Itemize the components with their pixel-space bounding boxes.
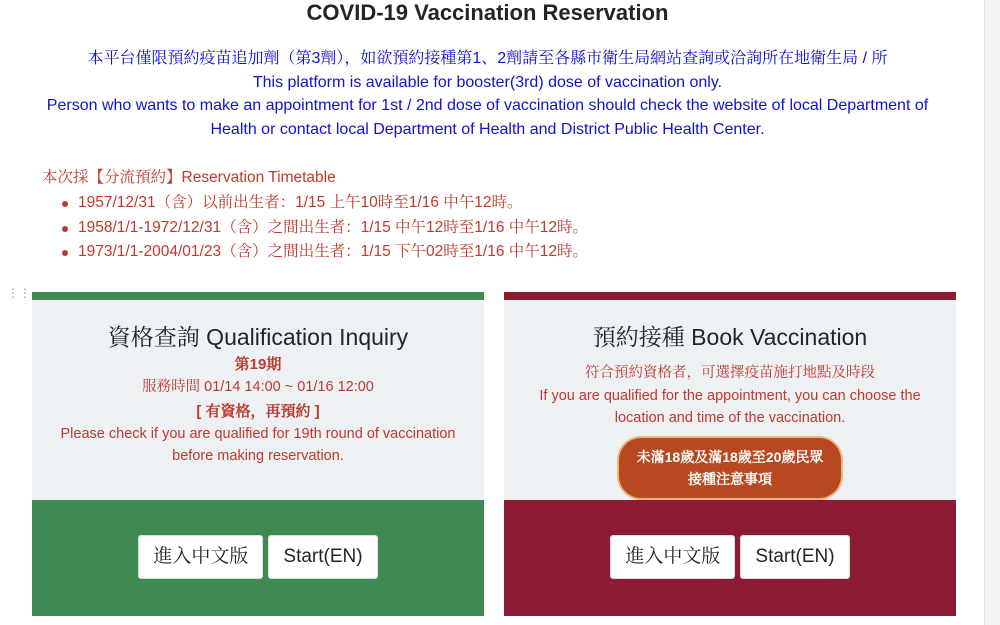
booster-notice	[0, 47, 975, 141]
timetable-item: 1957/12/31（含）以前出生者：1/15 上午10時至1/16 中午12時。	[62, 191, 588, 216]
booking-desc-zh: 符合預約資格者，可選擇疫苗施打地點及時段	[585, 365, 875, 381]
timetable-item: 1958/1/1-1972/12/31（含）之間出生者：1/15 中午12時至1/16 中午12時。	[62, 216, 588, 241]
card-footer	[32, 500, 484, 616]
qualification-en-button[interactable]: Start(EN)	[268, 535, 377, 579]
notice-line-en-3: Health or contact local Department of Health and District Public Health Center.	[210, 120, 765, 138]
card-body	[32, 300, 484, 500]
reservation-timetable	[42, 167, 588, 265]
qualification-title: 資格查詢 Qualification Inquiry	[107, 324, 409, 350]
card-footer	[504, 500, 956, 616]
qualification-slogan: [ 有資格，再預約 ]	[196, 402, 320, 420]
button-row	[32, 535, 484, 579]
qualification-card	[32, 292, 484, 616]
qualification-zh-button[interactable]: 進入中文版	[138, 535, 263, 579]
booking-en-button[interactable]: Start(EN)	[740, 535, 849, 579]
service-time: 服務時間 01/14 14:00 ~ 01/16 12:00	[142, 379, 374, 395]
youth-notice-line-1: 未滿18歲及滿18歲至20歲民眾	[636, 448, 824, 465]
card-body	[504, 300, 956, 500]
notice-line-en-2: Person who wants to make an appointment for 1st / 2nd dose of vaccination should check the website of local Department of	[46, 97, 929, 114]
booking-desc-2: location and time of the vaccination.	[614, 410, 846, 426]
youth-notice-button[interactable]	[619, 438, 841, 498]
qualification-desc-2: before making reservation.	[172, 448, 344, 464]
booking-desc-1: If you are qualified for the appointment, you can choose the	[539, 387, 921, 404]
youth-notice-line-2: 接種注意事項	[688, 470, 772, 487]
card-accent-bar	[504, 292, 956, 300]
qualification-desc-1: Please check if you are qualified for 19th round of vaccination	[60, 425, 456, 442]
drag-handle-icon[interactable]: ⋮⋮	[7, 286, 31, 300]
booking-card	[504, 292, 956, 616]
booking-title: 預約接種 Book Vaccination	[592, 324, 868, 350]
timetable-item: 1973/1/1-2004/01/23（含）之間出生者：1/15 下午02時至1/16 中午12時。	[62, 240, 588, 265]
scrollbar[interactable]	[984, 0, 1000, 625]
timetable-title: 本次採【分流預約】Reservation Timetable	[42, 169, 336, 186]
button-row	[504, 535, 956, 579]
timetable-list	[62, 191, 588, 265]
notice-line-zh: 本平台僅限預約疫苗追加劑（第3劑），如欲預約接種第1、2劑請至各縣市衛生局網站查詢或洽詢所在地衛生局 / 所	[87, 50, 888, 67]
notice-line-en-1: This platform is available for booster(3rd) dose of vaccination only.	[252, 73, 723, 91]
card-accent-bar	[32, 292, 484, 300]
booking-zh-button[interactable]: 進入中文版	[610, 535, 735, 579]
round-label: 第19期	[234, 356, 282, 373]
page-title: COVID-19 Vaccination Reservation	[306, 0, 669, 25]
